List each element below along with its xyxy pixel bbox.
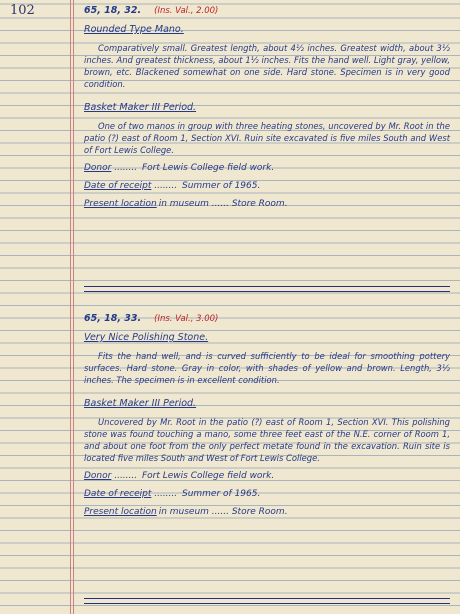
entry-title: Very Nice Polishing Stone. xyxy=(84,332,209,343)
location-row xyxy=(84,506,450,518)
donor-row: Donor ........ Fort Lewis College field work. xyxy=(84,471,275,481)
entry-description: Comparatively small. Greatest length, about 4½ inches. Greatest width, about 3½ inches. And greatest thickness, about 1½ inches. Fits the hand well. Light gray, yellow, brown, etc. Blackened somewhat on one side. Hard stone. Specimen is in very good condition. xyxy=(84,43,450,89)
donor-value: Fort Lewis College field work. xyxy=(141,163,275,173)
catalog-number: 65, 18, 33. xyxy=(84,313,142,324)
insured-value: (Ins. Val., 2.00) xyxy=(154,6,219,16)
receipt-label: Date of receipt xyxy=(84,181,152,191)
location-value: in museum ...... Store Room. xyxy=(158,199,288,209)
catalog-entry xyxy=(84,5,450,210)
insured-value: (Ins. Val., 3.00) xyxy=(154,314,219,324)
donor-row: Donor ........ Fort Lewis College field work. xyxy=(84,163,275,173)
donor-label: Donor xyxy=(84,163,112,173)
location-label: Present location xyxy=(84,507,157,517)
entry-divider xyxy=(84,286,450,292)
margin-rule xyxy=(73,0,74,614)
page-number: 102 xyxy=(10,3,35,18)
catalog-entry xyxy=(84,313,450,518)
entry-context: One of two manos in group with three heating stones, uncovered by Mr. Root in the patio (?) east of Room 1, Section XVI. Ruin site excavated is five miles South and West of Fort Lewis College. xyxy=(84,121,450,155)
location-row xyxy=(84,198,450,210)
entry-period: Basket Maker III Period. xyxy=(84,398,197,409)
donor-value: Fort Lewis College field work. xyxy=(141,471,275,481)
receipt-value: Summer of 1965. xyxy=(181,181,261,191)
catalog-header xyxy=(84,313,450,325)
location-label: Present location xyxy=(84,199,157,209)
catalog-number: 65, 18, 32. xyxy=(84,5,142,16)
receipt-label: Date of receipt xyxy=(84,489,152,499)
entry-divider xyxy=(84,598,450,604)
receipt-row: Date of receipt ........ Summer of 1965. xyxy=(84,181,261,191)
entry-context: Uncovered by Mr. Root in the patio (?) east of Room 1, Section XVI. This polishing stone was found touching a mano, some three feet east of the N.E. corner of Room 1, and about one foot from the only perfect metate found in the excavation. Ruin site is located five miles South and West of Fort Lewis College. xyxy=(84,417,450,463)
entry-description: Fits the hand well, and is curved sufficiently to be ideal for smoothing pottery surfaces. Hard stone. Gray in color, with shades of yellow and brown. Length, 3½ inches. The specimen is in excellent condition. xyxy=(84,351,450,385)
catalog-header xyxy=(84,5,450,17)
receipt-row: Date of receipt ........ Summer of 1965. xyxy=(84,489,261,499)
donor-label: Donor xyxy=(84,471,112,481)
entry-period: Basket Maker III Period. xyxy=(84,102,197,113)
entry-title: Rounded Type Mano. xyxy=(84,24,184,35)
location-value: in museum ...... Store Room. xyxy=(158,507,288,517)
receipt-value: Summer of 1965. xyxy=(181,489,261,499)
margin-rule xyxy=(70,0,71,614)
